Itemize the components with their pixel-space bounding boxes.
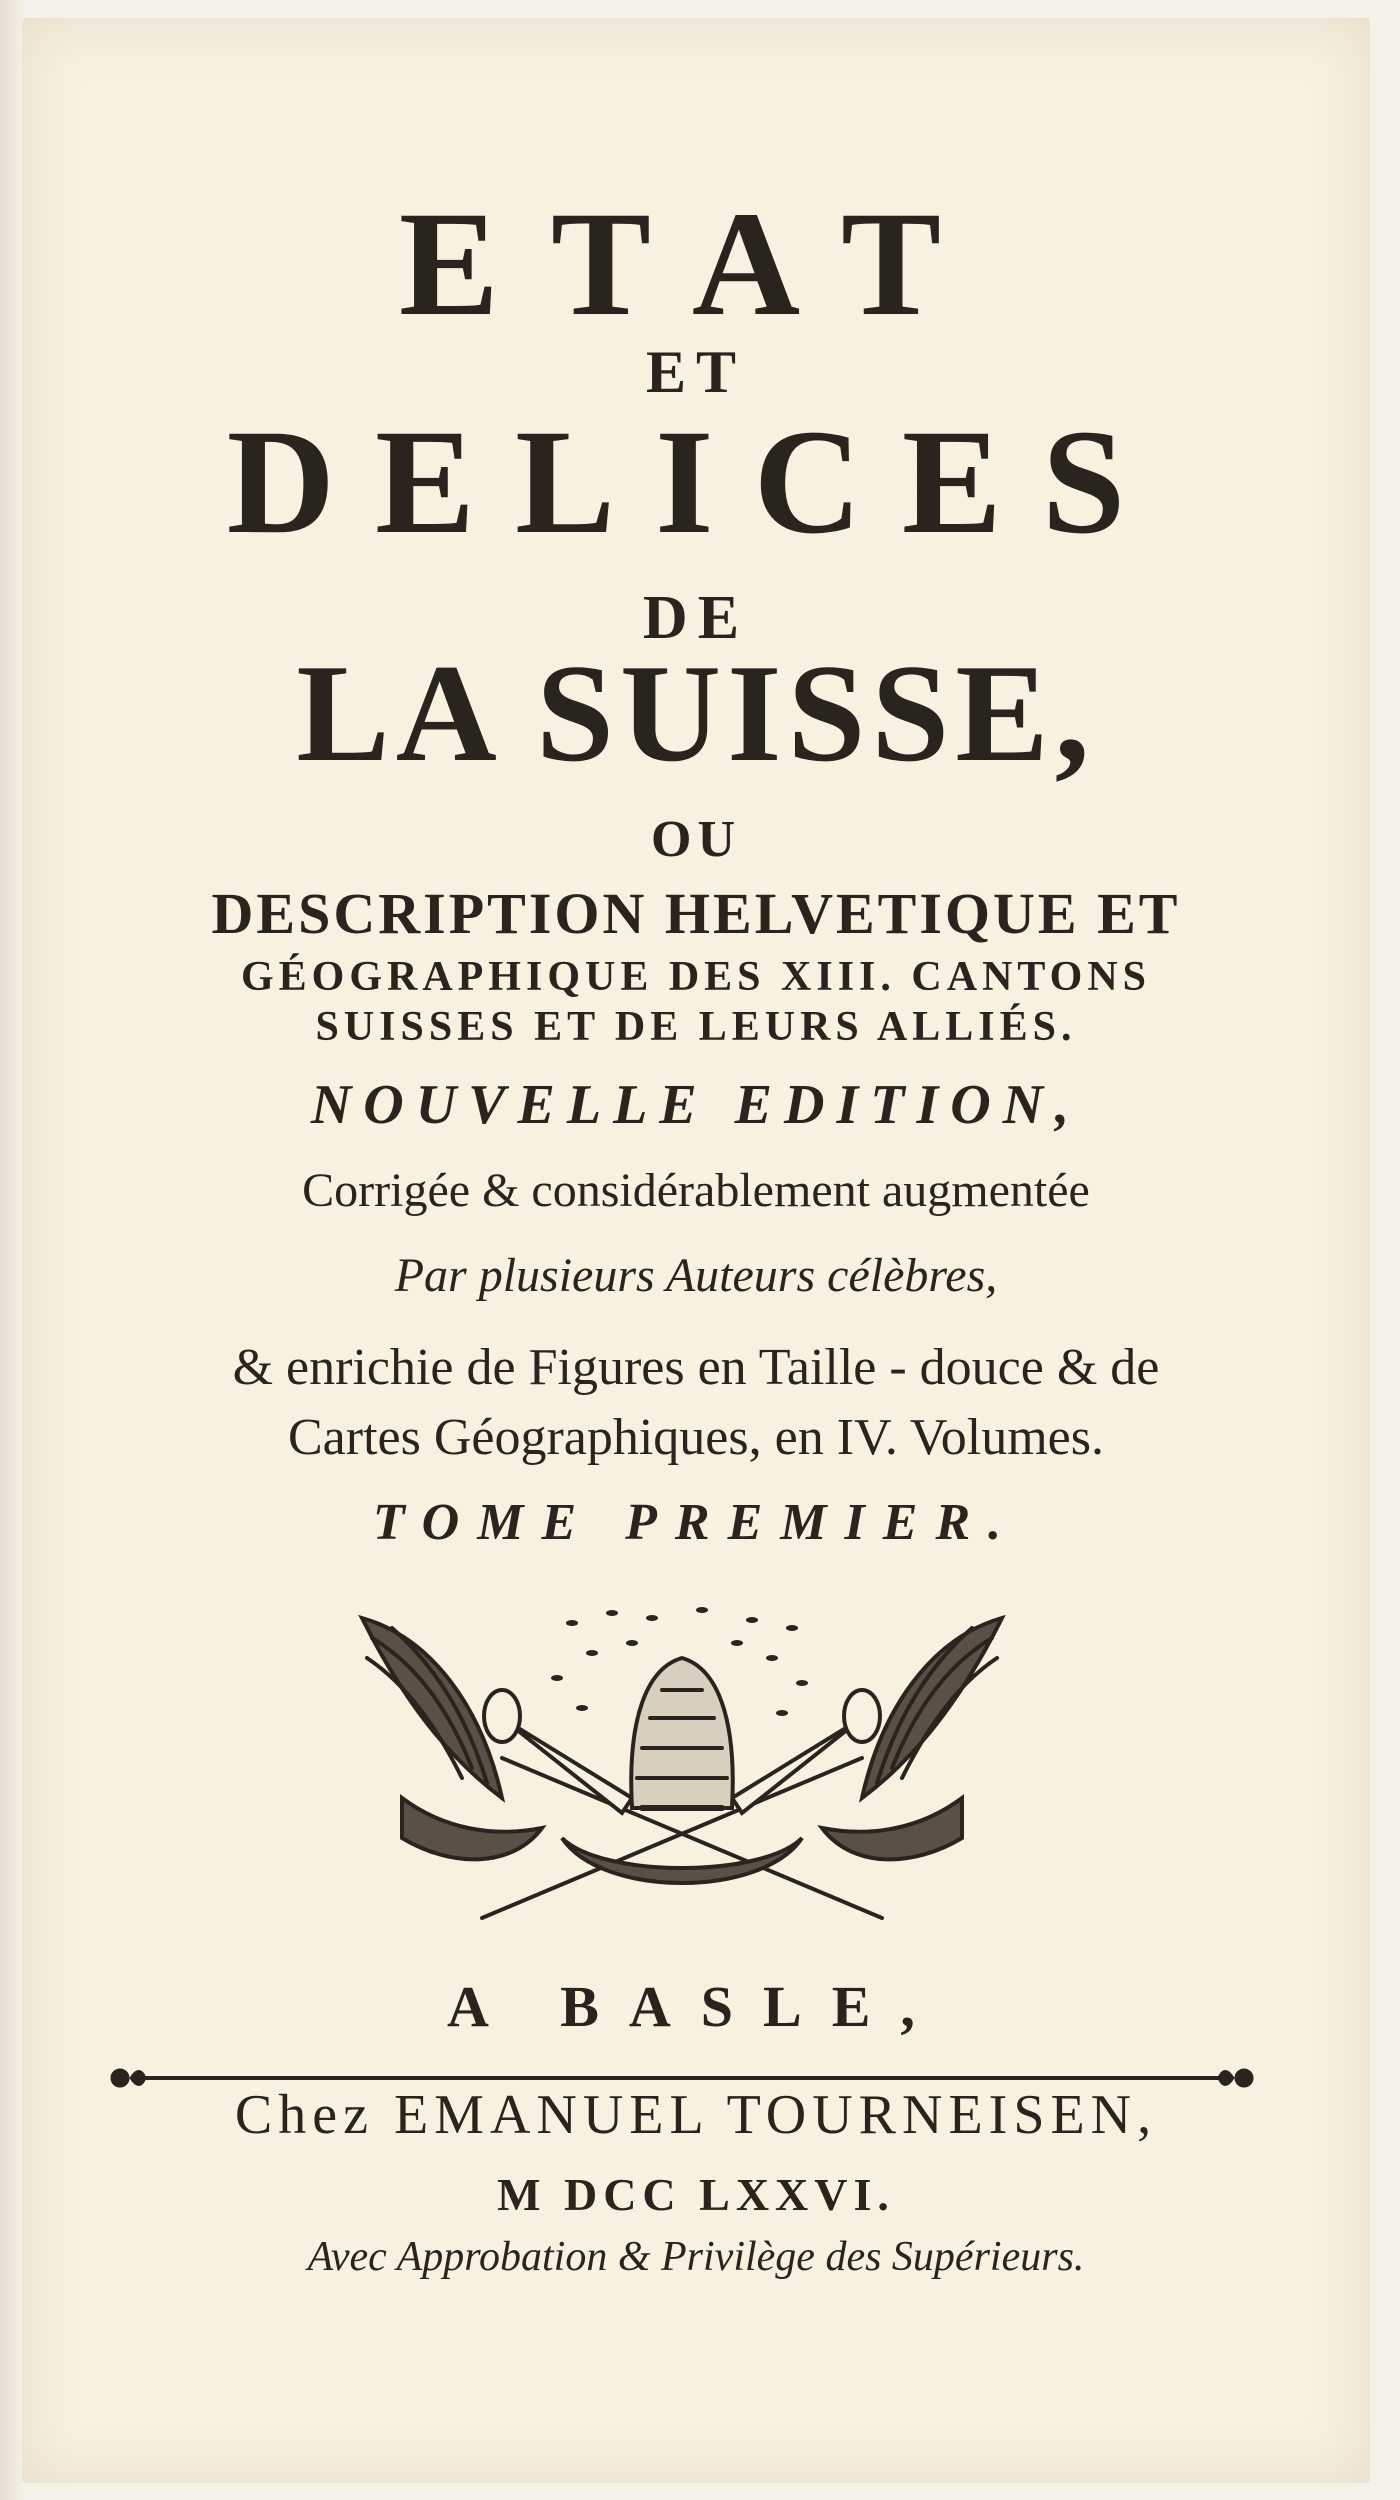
beehive-ornament-icon <box>342 1598 1022 1958</box>
imprint-publisher: Chez EMANUEL TOURNEISEN, <box>234 2084 1158 2146</box>
title-et: ET <box>645 339 747 405</box>
edition-authors: Par plusieurs Auteurs célèbres, <box>394 1249 998 1302</box>
subtitle-line-1: DESCRIPTION HELVETIQUE ET <box>211 881 1181 946</box>
edition-heading: NOUVELLE EDITION, <box>310 1074 1082 1136</box>
title-la-suisse: LA SUISSE, <box>296 636 1096 791</box>
edition-enriched-2: Cartes Géographiques, en IV. Volumes. <box>287 1409 1104 1466</box>
title-delices: DELICES <box>226 399 1166 565</box>
title-page <box>22 18 1370 2483</box>
imprint-privilege: Avec Approbation & Privilège des Supérieurs. <box>307 2234 1085 2280</box>
subtitle-line-2: GÉOGRAPHIQUE DES XIII. CANTONS <box>240 954 1152 1000</box>
title-etat: ETAT <box>398 181 994 347</box>
imprint-place: A BASLE, <box>447 1974 945 2039</box>
title-de: DE <box>642 584 750 652</box>
page-edge <box>0 0 22 2500</box>
edition-enriched-1: & enrichie de Figures en Taille - douce & de <box>232 1339 1160 1396</box>
subtitle-line-3: SUISSES ET DE LEURS ALLIÉS. <box>315 1004 1077 1050</box>
edition-corrected: Corrigée & considérablement augmentée <box>302 1164 1090 1217</box>
volume-heading: TOME PREMIER. <box>372 1494 1020 1551</box>
title-ou: OU <box>651 811 741 868</box>
imprint-date: M DCC LXXVI. <box>497 2169 895 2220</box>
